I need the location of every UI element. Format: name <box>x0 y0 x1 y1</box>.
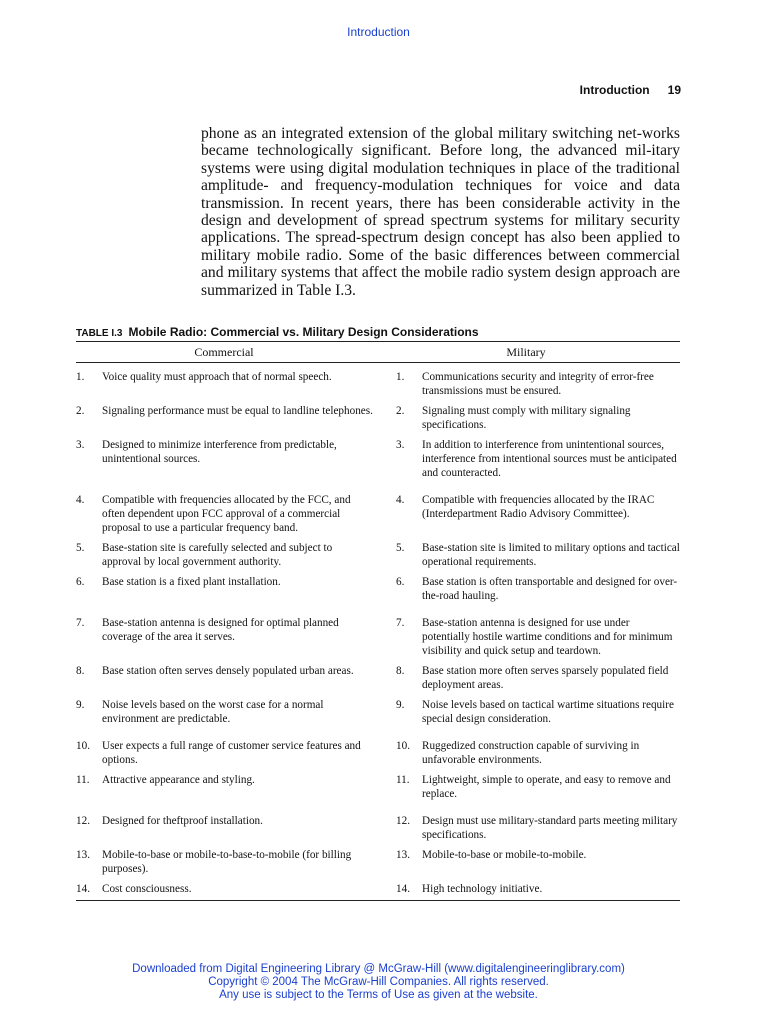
footer-download-line[interactable]: Downloaded from Digital Engineering Library @ McGraw-Hill (www.digitalengineeringlibrary.com) <box>132 963 625 975</box>
military-item-text: Signaling must comply with military signaling specifications. <box>422 405 631 431</box>
table-label: TABLE I.3 <box>76 328 123 339</box>
military-cell <box>396 739 680 767</box>
body-paragraph: phone as an integrated extension of the global military switching net-works became technologically significant. Before long, the advanced mil-itary systems were using digital modulation techniques in place of the traditional amplitude- and frequency-modulation techniques for voice and data transmission. In recent years, there has been considerable activity in the design and development of spread spectrum systems for military security applications. The spread-spectrum design concept has also been applied to military mobile radio. Some of the basic differences between commercial and military systems that affect the mobile radio system design approach are summarized in Table I.3. <box>201 125 680 299</box>
running-head-title: Introduction <box>579 83 650 97</box>
commercial-cell <box>76 773 396 801</box>
commercial-cell <box>76 698 396 726</box>
table-row <box>76 438 680 493</box>
military-item-number: 4. <box>396 494 405 506</box>
commercial-cell <box>76 575 396 603</box>
military-cell <box>396 575 680 603</box>
military-cell <box>396 370 680 398</box>
commercial-item-text: Noise levels based on the worst case for a normal environment are predictable. <box>102 699 324 725</box>
military-item-number: 7. <box>396 617 405 629</box>
commercial-cell <box>76 882 396 896</box>
table-row <box>76 814 680 848</box>
commercial-item-number: 5. <box>76 542 85 554</box>
commercial-item-text: Attractive appearance and styling. <box>102 774 255 786</box>
military-item-number: 6. <box>396 576 405 588</box>
military-item-text: High technology initiative. <box>422 883 543 895</box>
military-item-text: Design must use military-standard parts meeting military specifications. <box>422 815 678 841</box>
commercial-cell <box>76 404 396 432</box>
military-item-number: 5. <box>396 542 405 554</box>
commercial-cell <box>76 541 396 569</box>
table-row <box>76 370 680 404</box>
military-item-text: Base station more often serves sparsely populated field deployment areas. <box>422 665 669 691</box>
running-head <box>580 83 681 97</box>
table-header-rule <box>76 362 680 363</box>
commercial-cell <box>76 616 396 658</box>
table-row <box>76 493 680 541</box>
commercial-item-number: 13. <box>76 849 90 861</box>
commercial-item-number: 7. <box>76 617 85 629</box>
commercial-item-text: Base station often serves densely populated urban areas. <box>102 665 354 677</box>
table-row <box>76 739 680 773</box>
comparison-table <box>76 341 680 901</box>
military-cell <box>396 438 680 480</box>
military-item-text: Ruggedized construction capable of surviving in unfavorable environments. <box>422 740 640 766</box>
table-row <box>76 404 680 438</box>
military-item-number: 14. <box>396 883 410 895</box>
commercial-item-text: Signaling performance must be equal to landline telephones. <box>102 405 373 417</box>
military-item-number: 3. <box>396 439 405 451</box>
table-row <box>76 698 680 739</box>
military-cell <box>396 848 680 876</box>
commercial-item-text: Voice quality must approach that of normal speech. <box>102 371 332 383</box>
military-item-text: Lightweight, simple to operate, and easy to remove and replace. <box>422 774 671 800</box>
commercial-item-number: 2. <box>76 405 85 417</box>
commercial-cell <box>76 664 396 692</box>
col-header-military: Military <box>506 344 546 359</box>
commercial-item-number: 12. <box>76 815 90 827</box>
commercial-item-number: 9. <box>76 699 85 711</box>
commercial-cell <box>76 814 396 842</box>
commercial-item-text: Mobile-to-base or mobile-to-base-to-mobile (for billing purposes). <box>102 849 352 875</box>
military-cell <box>396 814 680 842</box>
table-row <box>76 848 680 882</box>
military-item-number: 9. <box>396 699 405 711</box>
military-item-text: In addition to interference from unintentional sources, interference from intentional sources must be anticipated and counteracted. <box>422 439 677 479</box>
col-header-commercial: Commercial <box>194 344 254 359</box>
table-title: Mobile Radio: Commercial vs. Military Design Considerations <box>128 325 479 339</box>
commercial-cell <box>76 370 396 398</box>
commercial-item-text: Compatible with frequencies allocated by the FCC, and often dependent upon FCC approval of a commercial proposal to use a particular frequency band. <box>102 494 351 534</box>
military-cell <box>396 773 680 801</box>
table-row <box>76 882 680 900</box>
commercial-item-number: 8. <box>76 665 85 677</box>
commercial-item-number: 10. <box>76 740 90 752</box>
military-cell <box>396 404 680 432</box>
military-item-number: 10. <box>396 740 410 752</box>
military-item-number: 2. <box>396 405 405 417</box>
commercial-cell <box>76 739 396 767</box>
commercial-item-text: Cost consciousness. <box>102 883 192 895</box>
commercial-item-text: Base station is a fixed plant installation. <box>102 576 281 588</box>
commercial-cell <box>76 438 396 480</box>
commercial-cell <box>76 848 396 876</box>
military-cell <box>396 882 680 896</box>
table-row <box>76 541 680 575</box>
commercial-item-text: Base-station antenna is designed for optimal planned coverage of the area it serves. <box>102 617 339 643</box>
military-item-number: 8. <box>396 665 405 677</box>
table-header-row <box>76 342 680 362</box>
military-item-number: 12. <box>396 815 410 827</box>
commercial-item-number: 3. <box>76 439 85 451</box>
military-cell <box>396 664 680 692</box>
commercial-item-text: Designed for theftproof installation. <box>102 815 263 827</box>
military-cell <box>396 493 680 535</box>
military-cell <box>396 616 680 658</box>
military-cell <box>396 541 680 569</box>
page-number: 19 <box>667 83 681 97</box>
military-item-number: 11. <box>396 774 410 786</box>
military-item-text: Communications security and integrity of error-free transmissions must be ensured. <box>422 371 654 397</box>
military-item-number: 1. <box>396 371 405 383</box>
header-link[interactable]: Introduction <box>347 25 410 39</box>
military-item-text: Noise levels based on tactical wartime situations require special design consideration. <box>422 699 674 725</box>
military-item-text: Mobile-to-base or mobile-to-mobile. <box>422 849 587 861</box>
commercial-item-text: Designed to minimize interference from predictable, unintentional sources. <box>102 439 337 465</box>
footer-copyright-line[interactable]: Copyright © 2004 The McGraw-Hill Companies. All rights reserved. <box>208 976 549 988</box>
military-item-text: Base-station antenna is designed for use under potentially hostile wartime conditions and for minimum visibility and quick setup and teardown. <box>422 617 673 657</box>
commercial-item-text: User expects a full range of customer service features and options. <box>102 740 361 766</box>
table-bottom-rule <box>76 900 680 901</box>
military-cell <box>396 698 680 726</box>
table-row <box>76 575 680 616</box>
commercial-item-number: 6. <box>76 576 85 588</box>
military-item-text: Base station is often transportable and designed for over-the-road hauling. <box>422 576 678 602</box>
commercial-cell <box>76 493 396 535</box>
military-item-text: Compatible with frequencies allocated by the IRAC (Interdepartment Radio Advisory Committee). <box>422 494 655 520</box>
commercial-item-number: 11. <box>76 774 90 786</box>
commercial-item-number: 14. <box>76 883 90 895</box>
commercial-item-number: 4. <box>76 494 85 506</box>
table-row <box>76 664 680 698</box>
table-row <box>76 616 680 664</box>
table-caption <box>76 325 479 339</box>
commercial-item-text: Base-station site is carefully selected and subject to approval by local government authority. <box>102 542 333 568</box>
footer-terms-line[interactable]: Any use is subject to the Terms of Use as given at the website. <box>219 989 538 1001</box>
commercial-item-number: 1. <box>76 371 85 383</box>
table-row <box>76 773 680 814</box>
table-body <box>76 370 680 900</box>
military-item-number: 13. <box>396 849 410 861</box>
footer <box>0 963 757 1002</box>
military-item-text: Base-station site is limited to military options and tactical operational requirements. <box>422 542 680 568</box>
